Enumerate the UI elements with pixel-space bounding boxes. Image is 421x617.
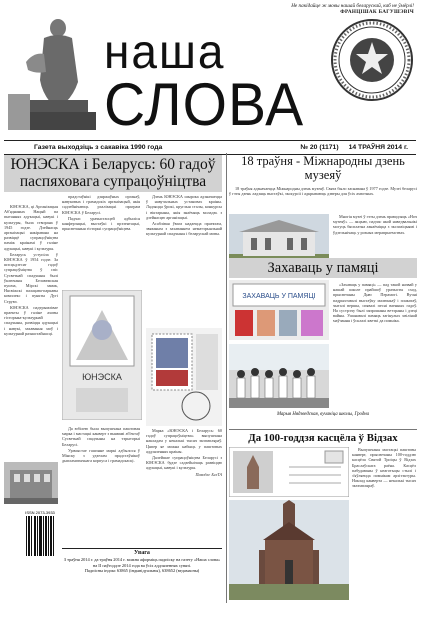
paragraph: Асаблівая ўвага надаецца праектам, звязаным з захаваннем нематэрыяльнай культурнай спадчыны і беларускай мовы. <box>146 221 222 237</box>
paragraph: Марка «ЮНЭСКА і Беларусь: 60 гадоў супрацоўніцтва» выпушчана накладам у некалькі тысяч экзэмпляраў. Цяпер яе можна набыць у паштовых аддзяленнях краіны. <box>146 428 222 454</box>
paragraph: Падчас урачыстасцей адбыліся канферэнцыі, выстаўкі і прэзентацыі, прысвечаныя гісторыі супрацоўніцтва. <box>62 215 140 232</box>
notice-indexes: Падпісны індэкс 63865 (індывідуальны), 638652 (ведамасны) <box>84 568 200 574</box>
statue-photo <box>6 12 98 130</box>
paragraph: Далейшае супрацоўніцтва Беларусі з ЮНЭСКА будзе садзейнічаць развіццю адукацыі, навукі і культуры. <box>146 455 222 471</box>
students-group-photo <box>229 344 329 408</box>
paragraph: Да юбілею была выпушчана паштовая марка і мастацкі канверт з выявамі аб'ектаў Сусветнай спадчыны на тэрыторыі Беларусі. <box>62 426 140 447</box>
paragraph: 18 траўня адзначаецца Міжнародны дзень музеяў. Свята было заснавана ў 1977 годзе. Музеі беларусі ў гэты дзень ладзяць выстаўкі, экскурсіі і адкрываюць дзверы для ўсіх ахвотных. <box>229 186 417 197</box>
museum-day-side-text <box>333 214 417 262</box>
issue-info-bar <box>4 140 416 155</box>
lead-article-column-3b <box>146 428 222 548</box>
memory-article-signature: Марыя Нядзведская, вучаніца школы, Гродна <box>276 412 370 417</box>
motto-text: Не пакідайце ж мовы нашай беларускай, каб не ўмёрлі! <box>291 3 414 9</box>
paragraph: Беларусь уступіла ў ЮНЭСКА ў 1954 годзе. За шэсцьдзесят гадоў супрацоўніцтва ў спіс Сусветнай спадчыны былі ўключаны Белавежская пушча, Мірскі замак, Нясвіжскі палацава-паркавы комплекс і пункты Дугі Струвэ. <box>4 251 58 304</box>
lead-article-title: ЮНЭСКА і Беларусь: 60 гадоў паспяховага супрацоўніцтва <box>4 155 222 192</box>
stamp-label: ЮНЭСКА <box>82 372 122 382</box>
paragraph: Урачыстае гашэнне маркі адбылося ў Мінску з удзелам прадстаўнікоў дыпламатычнага корпуса і грамадскасці. <box>62 447 140 464</box>
paragraph: Многія музеі ў гэты дзень праводзяць «Ноч музеяў» — акцыю, падчас якой наведвальнікі могуць бясплатна азнаёміцца з экспазіцыямі і ўдзельнічаць у розных мерапрыемствах. <box>333 214 417 235</box>
issn-text: ISSN 2073-3933 <box>25 510 55 515</box>
publication-since: Газета выходзіць з сакавіка 1990 года <box>34 144 163 151</box>
society-seal-logo <box>330 18 414 102</box>
paragraph: ЮНЭСКА, ці Арганізацыя Аб'яднаных Нацый па пытаннях адукацыі, навукі і культуры, была створана ў 1945 годзе. Дзейнасць арганізацыі накіравана на развіццё супрацоўніцтва паміж краінамі ў галіне адукацыі, навукі і культуры. <box>4 204 58 251</box>
paragraph: «Захаваць у памяці» — пад такой назвай у нашай школе прайшоў урачысты сход, прысвечаны Дню Перамогі. Вучні падрыхтавалі выстаўку малюнкаў і плакатаў, чыталі вершы, спявалі песні ваенных гадоў. На сустрэчу былі запрошаны ветэраны і дзеці вайны. Ушанавалі памяць загінулых хвілінай маўчання і ўсклалі кветкі да помніка. <box>333 282 417 324</box>
lead-article-column-2 <box>62 194 140 286</box>
issue-date: 14 ТРАЎНЯ 2014 г. <box>348 144 408 151</box>
article-signature: Паводле БелТА <box>195 471 222 477</box>
unesco-building-photo <box>4 462 58 504</box>
notice-title: Увага <box>134 550 150 556</box>
paragraph: ЮНЭСКА падтрымлівае праекты ў галіне аховы гісторыка-культурнай спадчыны, развіцця адукацыі і навукі, захавання моў і культурнай разнастайнасці. <box>4 304 58 336</box>
paragraph: Выпушчаны мастацкі паштовы канверт, прысвечаны 100-годдзю касцёла Святой Троіцы ў Відзах Браслаўскага раёна. Касцёл пабудаваны ў неаготыцы стылі і з'яўляецца помнікам архітэктуры. Наклад канверта — некалькі тысяч экзэмпляраў. <box>352 447 416 489</box>
church-envelope-image <box>229 447 349 497</box>
memory-article-title: Захаваць у памяці <box>229 258 417 278</box>
masthead-title-line1: наша <box>104 23 226 79</box>
paragraph: прадстаўнікі дзяржаўных органаў, навуковых і грамадскіх арганізацый, якія садзейнічаюць рэалізацыі праграм ЮНЭСКА ў Беларусі. <box>62 194 140 215</box>
church-article-text <box>352 447 416 587</box>
subscription-notice <box>62 548 222 597</box>
lead-article-column-2b <box>62 426 140 546</box>
masthead-motto <box>222 3 414 15</box>
museum-day-title: 18 траўня - Міжнародны дзень музеяў <box>241 154 405 182</box>
issue-number: № 20 (1171) <box>300 144 339 151</box>
masthead-title-line2: СЛОВА <box>104 71 305 139</box>
lead-article-column-1 <box>4 204 58 462</box>
museum-day-text <box>229 186 417 214</box>
commemorative-envelope-image <box>62 290 142 420</box>
postage-stamp-image <box>146 328 222 426</box>
church-photo <box>229 500 349 600</box>
paragraph: Дзень ЮНЭСКА шырока адзначаецца ў навучальных установах краіны. Ладзяцца ўрокі, круглыя сталы, конкурсы і віктарыны, якія знаёмяць моладзь з дзейнасцю арганізацыі. <box>146 194 222 220</box>
banner-text: ЗАХАВАЦЬ У ПАМЯЦІ <box>242 293 316 300</box>
notice-text: З траўня 2014 г. да траўня 2014 г. можна аформіць падпіску на газету «Наша слова» на II паўгоддзе 2014 года ва ўсіх аддзяленнях сувязі. <box>63 557 221 568</box>
column-divider <box>226 153 227 603</box>
issn-barcode <box>22 508 58 568</box>
memory-article-text <box>333 282 417 410</box>
memory-banner-photo <box>229 280 329 340</box>
motto-author: ФРАНЦІШАК БАГУШЭВІЧ <box>340 9 414 15</box>
church-article-title: Да 100-годдзя касцёла ў Відзах <box>229 429 417 445</box>
lead-article-column-3 <box>146 194 222 324</box>
